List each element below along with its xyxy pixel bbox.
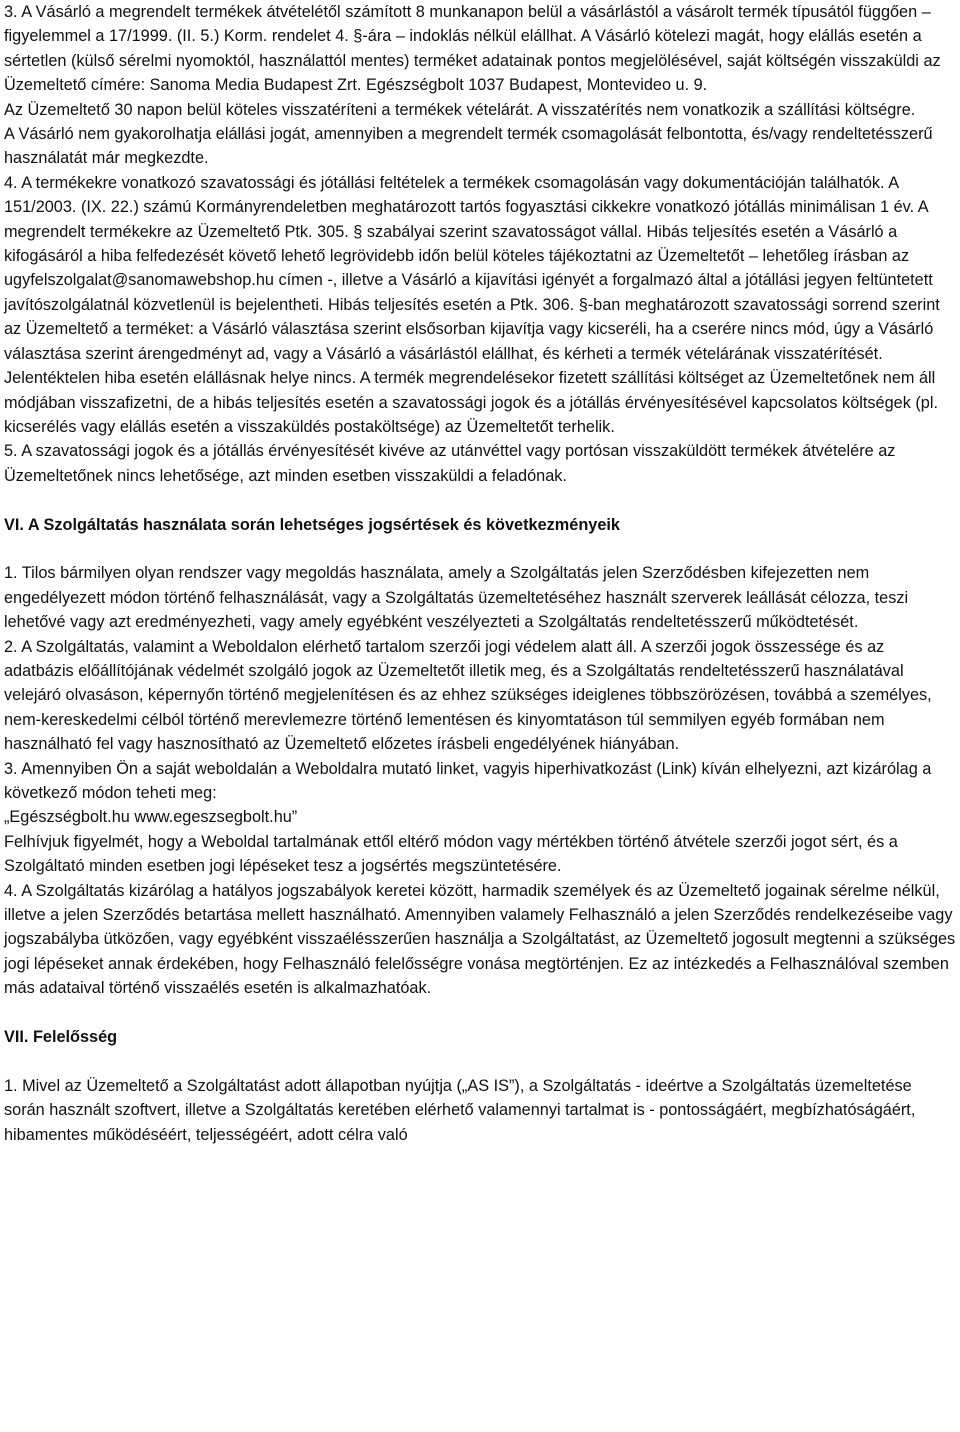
- spacer: [4, 488, 956, 512]
- paragraph-6-2: 2. A Szolgáltatás, valamint a Weboldalon elérhető tartalom szerzői jogi védelem alatt áll. A szerzői jogok összessége és az adatbázis előállítójának védelmét szolgáló jogok az Üzemeltetőt illetik meg, és a Szolgáltatás rendeltetésszerű használatával velejáró olvasáson, képernyőn történő megjelenítésen és az ehhez szükséges ideiglenes többszörözésen, továbbá a személyes, nem-kereskedelmi célból történő merevlemezre történő lementésen és kinyomtatáson túl semmilyen egyéb formában nem használható fel vagy hasznosítható az Üzemeltető előzetes írásbeli engedélyének hiányában.: [4, 637, 932, 754]
- document-page: [4, 0, 956, 1147]
- spacer: [4, 1001, 956, 1025]
- paragraph-6-3: 3. Amennyiben Ön a saját weboldalán a Weboldalra mutató linket, vagyis hiperhivatkozást (Link) kíván elhelyezni, azt kizárólag a következő módon teheti meg:: [4, 759, 932, 802]
- paragraph-5-3-exception: A Vásárló nem gyakorolhatja elállási jogát, amennyiben a megrendelt termék csomagolását felbontotta, és/vagy rendeltetésszerű használatát már megkezdte.: [4, 125, 933, 168]
- paragraph-6-4: 4. A Szolgáltatás kizárólag a hatályos jogszabályok keretei között, harmadik személyek és az Üzemeltető jogainak sérelme nélkül, illetve a jelen Szerződés betartása mellett használható. Amennyiben valamely Felhasználó a jelen Szerződés rendelkezéseibe vagy jogszabályba ütközően, vagy egyébként visszaélésszerűen használja a Szolgáltatást, az Üzemeltető jogosult megtenni a szükséges jogi lépéseket annak érdekében, hogy Felhasználó felelősségre vonása megtörténjen. Ez az intézkedés a Felhasználóval szemben más adataival történő visszaélés esetén is alkalmazhatóak.: [4, 881, 956, 998]
- paragraph-7-1: 1. Mivel az Üzemeltető a Szolgáltatást adott állapotban nyújtja („AS IS”), a Szolgáltatás - ideértve a Szolgáltatás üzemeltetése során használt szoftvert, illetve a Szolgáltatás keretében elérhető valamennyi tartalmat is - pontosságáért, megbízhatóságáért, hibamentes működéséért, teljességéért, adott célra való: [4, 1076, 916, 1144]
- paragraph-5-3-refund: Az Üzemeltető 30 napon belül köteles visszatéríteni a termékek vételárát. A visszatérítés nem vonatkozik a szállítási költségre.: [4, 100, 916, 119]
- section-heading-vi: VI. A Szolgáltatás használata során lehetséges jogsértések és következményeik: [4, 515, 620, 534]
- paragraph-6-1: 1. Tilos bármilyen olyan rendszer vagy megoldás használata, amely a Szolgáltatás jelen Szerződésben kifejezetten nem engedélyezett módon történő felhasználását, vagy a Szolgáltatás üzemeltetéséhez használt szerverek leállását célozza, teszi lehetővé vagy azt eredményezheti, vagy amely egyébként veszélyezteti a Szolgáltatás rendeltetésszerű működtetését.: [4, 564, 909, 632]
- section-heading-vii: VII. Felelősség: [4, 1028, 118, 1047]
- spacer: [4, 1049, 956, 1073]
- link-reference-text: „Egészségbolt.hu www.egeszsegbolt.hu”: [4, 808, 298, 827]
- paragraph-5-4: 4. A termékekre vonatkozó szavatossági és jótállási feltételek a termékek csomagolásán vagy dokumentációján találhatók. A 151/2003. (IX. 22.) számú Kormányrendeletben meghatározott tartós fogyasztási cikkekre vonatkozó jótállás minimálisan 1 év. A megrendelt termékekre az Üzemeltető Ptk. 305. § szabályai szerint szavatosságot vállal. Hibás teljesítés esetén a Vásárló a kifogásáról a hiba felfedezését követő lehető legrövidebb időn belül köteles tájékoztatni az Üzemeltetőt – lehetőleg írásban az ugyfelszolgalat@sanomawebshop.hu címen -, illetve a Vásárló a kijavítási igényét a forgalmazó által a jótállási jegyen feltüntetett javítószolgálatnál közvetlenül is bejelentheti. Hibás teljesítés esetén a Ptk. 306. §-ban meghatározott szavatossági sorrend szerint az Üzemeltető a terméket: a Vásárló választása szerint elsősorban kijavítja vagy kicseréli, ha a cserére nincs mód, úgy a Vásárló választása szerint árengedményt ad, vagy a Vásárló a vásárlástól elállhat, és kérheti a termék vételárának visszatérítését. Jelentéktelen hiba esetén elállásnak helye nincs. A termék megrendelésekor fizetett szállítási költséget az Üzemeltetőnek nem áll módjában visszafizetni, de a hibás teljesítés esetén a szavatossági jogok és a jótállás érvényesítésével kapcsolatos költségek (pl. kicserélés vagy elállás esetén a visszaküldés postaköltsége) az Üzemeltetőt terhelik.: [4, 173, 940, 436]
- paragraph-5-3: 3. A Vásárló a megrendelt termékek átvételétől számított 8 munkanapon belül a vásárlástól a vásárolt termék típusától függően – figyelemmel a 17/1999. (II. 5.) Korm. rendelet 4. §-ára – indoklás nélkül elállhat. A Vásárló kötelezi magát, hogy elállás esetén a sértetlen (külső sérelmi nyomoktól, használattól mentes) terméket adatainak pontos megjelölésével, saját költségén visszaküldi az Üzemeltető címére: Sanoma Media Budapest Zrt. Egészségbolt 1037 Budapest, Montevideo u. 9.: [4, 3, 941, 95]
- paragraph-6-3-warning: Felhívjuk figyelmét, hogy a Weboldal tartalmának ettől eltérő módon vagy mértékben történő átvétele szerzői jogot sért, és a Szolgáltató minden esetben jogi lépéseket tesz a jogsértés megszüntetésére.: [4, 832, 898, 876]
- spacer: [4, 537, 956, 561]
- paragraph-5-5: 5. A szavatossági jogok és a jótállás érvényesítését kivéve az utánvéttel vagy portósan visszaküldött termékek átvételére az Üzemeltetőnek nincs lehetősége, azt minden esetben visszaküldi a feladónak.: [4, 442, 896, 485]
